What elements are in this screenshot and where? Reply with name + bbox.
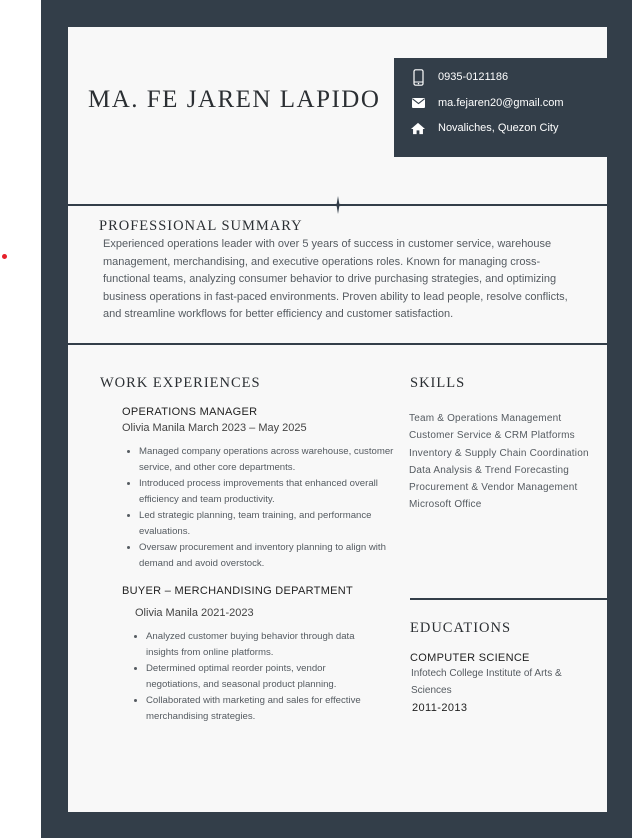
contact-box: [394, 58, 607, 157]
job-bullets: [122, 444, 394, 572]
bullet-item: • Determined optimal reorder points, vendor negotiations, and seasonal product planning.: [146, 661, 376, 693]
skills-title: SKILLS: [410, 375, 466, 391]
job-bullets: [129, 629, 376, 725]
envelope-icon: [411, 95, 425, 111]
contact-location: [411, 120, 558, 136]
education-school: Infotech College Institute of Arts & Sciences: [411, 668, 562, 696]
sparkle-icon: [330, 196, 346, 219]
red-marker-dot: [2, 254, 7, 259]
education-years: 2011-2013: [412, 702, 468, 714]
home-icon: [411, 120, 425, 136]
bullet-item: • Managed company operations across warehouse, customer service, and other core departments.: [139, 444, 394, 476]
skill-item: Microsoft Office: [409, 499, 482, 511]
contact-phone: [411, 69, 508, 85]
skill-item: Team & Operations Management: [409, 413, 562, 424]
summary-divider: [68, 343, 607, 345]
candidate-name: MA. FE JAREN LAPIDO: [88, 86, 381, 113]
job-title: OPERATIONS MANAGER: [122, 406, 258, 418]
bullet-item: • Led strategic planning, team training, and performance evaluations.: [139, 508, 394, 540]
education-title: EDUCATIONS: [410, 620, 512, 636]
bullet-item: • Oversaw procurement and inventory planning to align with demand and avoid overstock.: [139, 540, 394, 572]
skill-item: Inventory & Supply Chain Coordination: [409, 447, 589, 459]
skills-divider: [410, 598, 607, 600]
phone-text: 0935-0121186: [438, 71, 509, 83]
job-subtitle: Olivia Manila 2021-2023: [135, 607, 254, 619]
skill-item: Customer Service & CRM Platforms: [409, 430, 575, 442]
skill-item: Data Analysis & Trend Forecasting: [409, 464, 570, 476]
bullet-item: • Introduced process improvements that enhanced overall efficiency and team productivity.: [139, 476, 394, 508]
work-title: WORK EXPERIENCES: [100, 375, 261, 391]
email-text: ma.fejaren20@gmail.com: [438, 97, 564, 109]
job-subtitle: Olivia Manila March 2023 – May 2025: [122, 422, 307, 434]
skills-list: [409, 410, 589, 514]
job-title: BUYER – MERCHANDISING DEPARTMENT: [122, 585, 354, 597]
bullet-item: • Collaborated with marketing and sales for effective merchandising strategies.: [146, 693, 376, 725]
summary-text: Experienced operations leader with over 5 years of success in customer service, warehouse management, merchandising, and executive operations roles. Known for managing cross-functional teams, analyzing consumer behavior to drive purchasing strategies, and optimizing business operations in fast-paced environments. Proven ability to lead people, resolve conflicts, and streamline workflows for better efficiency and customer satisfaction.: [103, 238, 568, 320]
bullet-item: • Analyzed customer buying behavior through data insights from online platforms.: [146, 629, 376, 661]
contact-email: [411, 95, 564, 111]
phone-icon: [411, 69, 425, 85]
location-text: Novaliches, Quezon City: [438, 122, 559, 134]
education-degree: COMPUTER SCIENCE: [410, 652, 530, 664]
summary-title: PROFESSIONAL SUMMARY: [99, 218, 303, 234]
skill-item: Procurement & Vendor Management: [409, 482, 578, 494]
